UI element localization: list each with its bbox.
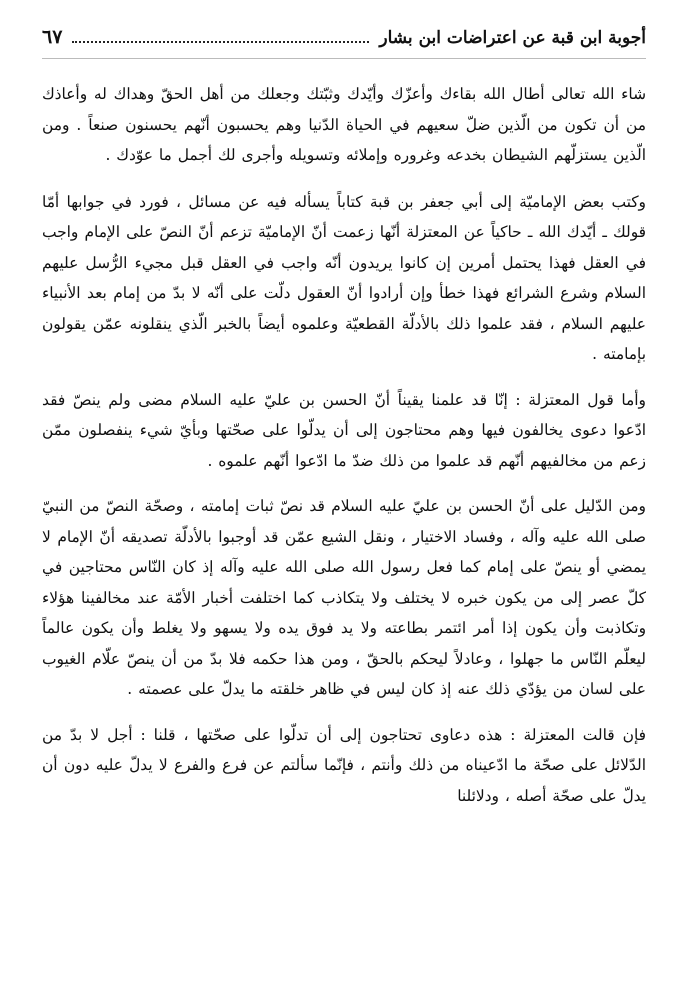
paragraph-3: وأما قول المعتزلة : إنّا قد علمنا يقيناً أنّ الحسن بن عليّ عليه السلام مضى ولم ينصّ فقد ادّعوا دعوى يخالفون فيها وهم محتاجون إلى أن يدلّوا على صحّتها وبأيّ شيء ينفصلون ممّن زعم من مخالفيهم أنّهم قد علموا من ذلك ضدّ ما ادّعوا أنّهم علموه . [42, 390, 646, 470]
running-header [42, 26, 646, 59]
header-dot-leader [72, 29, 369, 43]
document-page [42, 26, 646, 996]
page-number: ٦٧ [42, 26, 63, 48]
paragraph-1: شاء الله تعالى أطال الله بقاءك وأعزّك وأيّدك وثبّتك وجعلك من أهل الحقّ وهداك له وأعاذك من أن تكون من الّذين ضلّ سعيهم في الحياة الدّنيا وهم يحسبون أنّهم يحسنون صنعاً . ومن الّذين يستزلّهم الشيطان بخدعه وغروره وإملائه وتسويله وأجرى لك أجمل ما عوّدك . [42, 85, 646, 164]
paragraph-2: وكتب بعض الإماميّة إلى أبي جعفر بن قبة كتاباً يسأله فيه عن مسائل ، فورد في جوابها أمّا قولك ـ أيّدك الله ـ حاكياً عن المعتزلة أنّها زعمت أنّ الإماميّة تزعم أنّ النصّ على الإمام واجب في العقل فهذا يحتمل أمرين إن كانوا يريدون أنّه واجب في العقل قبل مجيء الرُّسل عليهم السلام وشرع الشرائع فهذا خطأ وإن أرادوا أنّ العقول دلّت على أنّه لا بدّ من إمام بعد الأنبياء عليهم السلام ، فقد علموا ذلك بالأدلّة القطعيّة وعلموه أيضاً بالخبر الّذي ينقلونه عمّن يقولون بإمامته . [42, 192, 646, 363]
paragraph-4: ومن الدّليل على أنّ الحسن بن عليّ عليه السلام قد نصّ ثبات إمامته ، وصحّة النصّ من النبيّ صلى الله عليه وآله ، وفساد الاختيار ، ونقل الشيع عمّن قد أوجبوا بالأدلّة تصديقه أنّ الإمام لا يمضي أو ينصّ على إمام كما فعل رسول الله صلى الله عليه وآله إذ كان النّاس محتاجين في كلّ عصر إلى من يكون خبره لا يختلف ولا يتكاذب كما اختلفت أخبار الأمّة عند مخالفينا هؤلاء وتكاذبت وأن يكون إذا أمر ائتمر بطاعته ولا يد فوق يده ولا يسهو ولا يغلط وأن يكون عالماً ليعلّم النّاس ما جهلوا ، وعادلاً ليحكم بالحقّ ، ومن هذا حكمه فلا بدّ من أن ينصّ علّام الغيوب على لسان من يؤدّي ذلك عنه إذ كان ليس في ظاهر خلقته ما يدلّ على عصمته . [42, 497, 646, 698]
book-title: أجوبة ابن قبة عن اعتراضات ابن بشار [379, 28, 646, 48]
paragraph-5: فإن قالت المعتزلة : هذه دعاوى تحتاجون إلى أن تدلّوا على صحّتها ، قلنا : أجل لا بدّ من الدّلائل على صحّة ما ادّعيناه من ذلك وأنتم ، فإنّما سألتم عن فرع والفرع لا يدلّ عليه دون أن يدلّ على صحّة أصله ، ودلائلنا [42, 725, 646, 805]
